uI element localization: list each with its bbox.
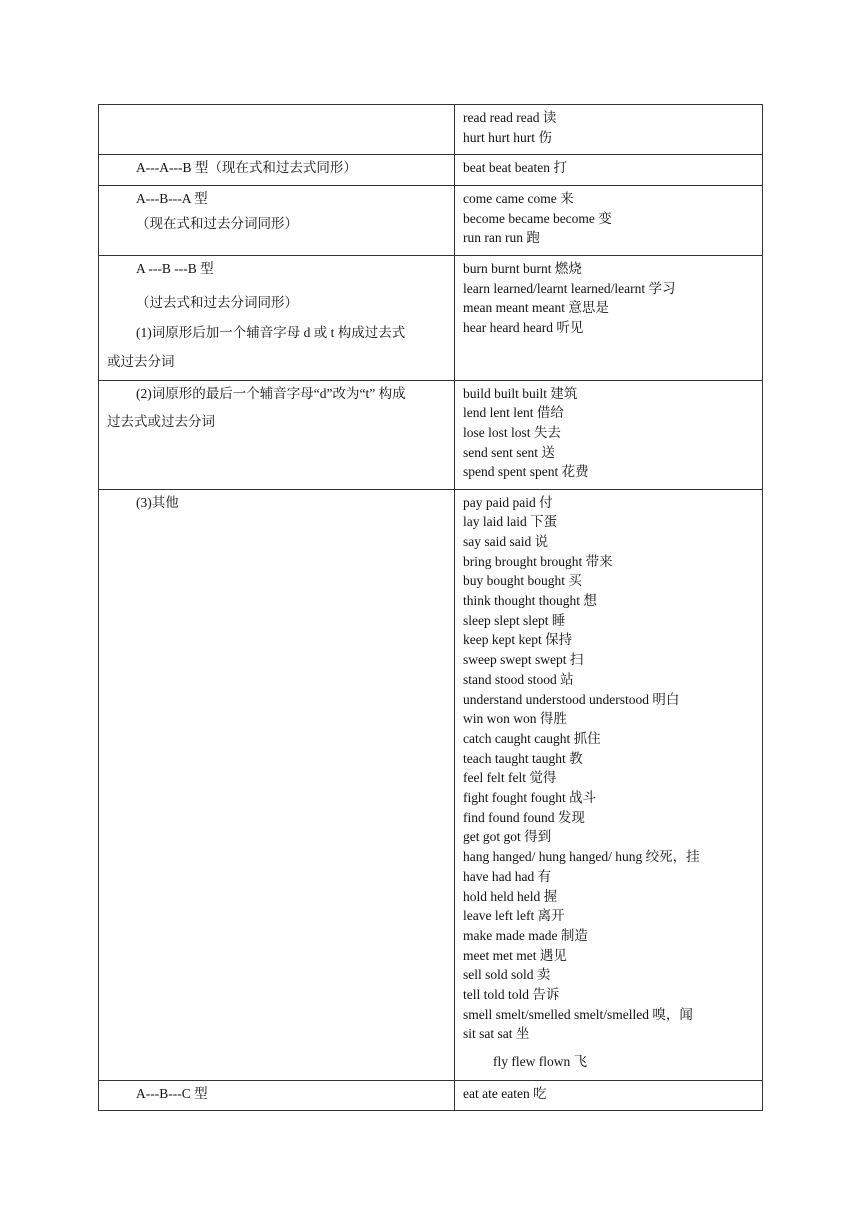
category-note: （过去式和过去分词同形） <box>136 295 298 310</box>
verb-entry: hold held held 握 <box>463 888 558 904</box>
examples-cell <box>455 155 763 186</box>
category-label: A---B---A 型 <box>136 191 208 206</box>
verb-entry: read read read 读 <box>463 110 557 125</box>
verb-entry: mean meant meant 意思是 <box>463 300 609 316</box>
table-row <box>99 380 763 489</box>
verb-entry: come came come 来 <box>463 191 574 206</box>
verb-entry: spend spent spent 花费 <box>463 464 589 480</box>
verb-entry: make made made 制造 <box>463 927 588 943</box>
verb-entry: tell told told 告诉 <box>463 987 560 1003</box>
category-cell <box>99 155 455 186</box>
verb-entry: hurt hurt hurt 伤 <box>463 129 552 145</box>
table-row <box>99 489 763 1080</box>
verb-entry: send sent sent 送 <box>463 444 555 460</box>
verb-entry: say said said 说 <box>463 533 549 549</box>
examples-cell <box>455 256 763 381</box>
verb-entry: get got got 得到 <box>463 829 552 845</box>
verb-entry: leave left left 离开 <box>463 908 565 924</box>
verb-entry: smell smelt/smelled smelt/smelled 嗅，闻 <box>463 1006 693 1022</box>
category-rule: (2)词原形的最后一个辅音字母“d”改为“t” 构成 <box>136 385 406 401</box>
verb-entry: think thought thought 想 <box>463 593 597 609</box>
verb-entry: catch caught caught 抓住 <box>463 730 601 746</box>
category-cell <box>99 186 455 256</box>
category-cell <box>99 256 455 381</box>
category-rule-cont: 过去式或过去分词 <box>107 413 215 429</box>
verb-entry: buy bought bought 买 <box>463 573 582 589</box>
examples-cell <box>455 380 763 489</box>
table-row <box>99 105 763 155</box>
category-label: A---B---C 型 <box>136 1085 208 1101</box>
category-rule: (1)词原形后加一个辅音字母 d 或 t 构成过去式 <box>136 324 406 340</box>
verb-entry: learn learned/learnt learned/learnt 学习 <box>463 280 676 296</box>
examples-cell <box>455 105 763 155</box>
verb-entry: feel felt felt 觉得 <box>463 770 557 786</box>
verb-entry: sell sold sold 卖 <box>463 967 551 983</box>
verb-entry: understand understood understood 明白 <box>463 691 680 707</box>
category-label: A---A---B 型（现在式和过去式同形） <box>136 160 357 175</box>
verb-entry: build built built 建筑 <box>463 385 578 401</box>
category-cell <box>99 105 455 155</box>
irregular-verb-table <box>98 104 763 1111</box>
verb-entry: lay laid laid 下蛋 <box>463 514 558 530</box>
table-row <box>99 256 763 381</box>
verb-entry: teach taught taught 教 <box>463 750 583 766</box>
verb-list <box>455 490 762 1075</box>
verb-entry: run ran run 跑 <box>463 230 540 246</box>
category-cell <box>99 380 455 489</box>
verb-entry: sit sat sat 坐 <box>463 1026 530 1042</box>
verb-entry: have had had 有 <box>463 868 552 884</box>
verb-entry: win won won 得胜 <box>463 711 567 727</box>
verb-entry: sweep swept swept 扫 <box>463 652 584 668</box>
verb-entry: beat beat beaten 打 <box>463 160 567 175</box>
verb-entry: keep kept kept 保持 <box>463 632 573 648</box>
verb-entry: burn burnt burnt 燃烧 <box>463 261 582 276</box>
verb-entry: meet met met 遇见 <box>463 947 567 963</box>
category-rule-cont: 或过去分词 <box>107 354 175 369</box>
examples-cell <box>455 1080 763 1110</box>
verb-entry: hear heard heard 听见 <box>463 320 584 336</box>
verb-entry-indented: fly flew flown 飞 <box>493 1054 588 1070</box>
verb-entry: sleep slept slept 睡 <box>463 612 566 628</box>
category-label: A ---B ---B 型 <box>136 261 214 276</box>
verb-entry: eat ate eaten 吃 <box>463 1085 547 1101</box>
verb-entry: bring brought brought 带来 <box>463 553 613 569</box>
verb-entry: hang hanged/ hung hanged/ hung 绞死，挂 <box>463 849 700 865</box>
verb-entry: become became become 变 <box>463 210 612 226</box>
verb-entry: pay paid paid 付 <box>463 494 553 510</box>
verb-entry: lend lent lent 借给 <box>463 405 564 421</box>
category-note: （现在式和过去分词同形） <box>136 215 298 231</box>
category-label: (3)其他 <box>136 494 179 510</box>
verb-entry: find found found 发现 <box>463 809 585 825</box>
table-row <box>99 186 763 256</box>
examples-cell <box>455 489 763 1080</box>
table-row <box>99 155 763 186</box>
examples-cell <box>455 186 763 256</box>
verb-entry: lose lost lost 失去 <box>463 424 561 440</box>
table-row <box>99 1080 763 1110</box>
category-cell <box>99 1080 455 1110</box>
category-cell <box>99 489 455 1080</box>
verb-entry: stand stood stood 站 <box>463 671 574 687</box>
verb-entry: fight fought fought 战斗 <box>463 790 597 806</box>
